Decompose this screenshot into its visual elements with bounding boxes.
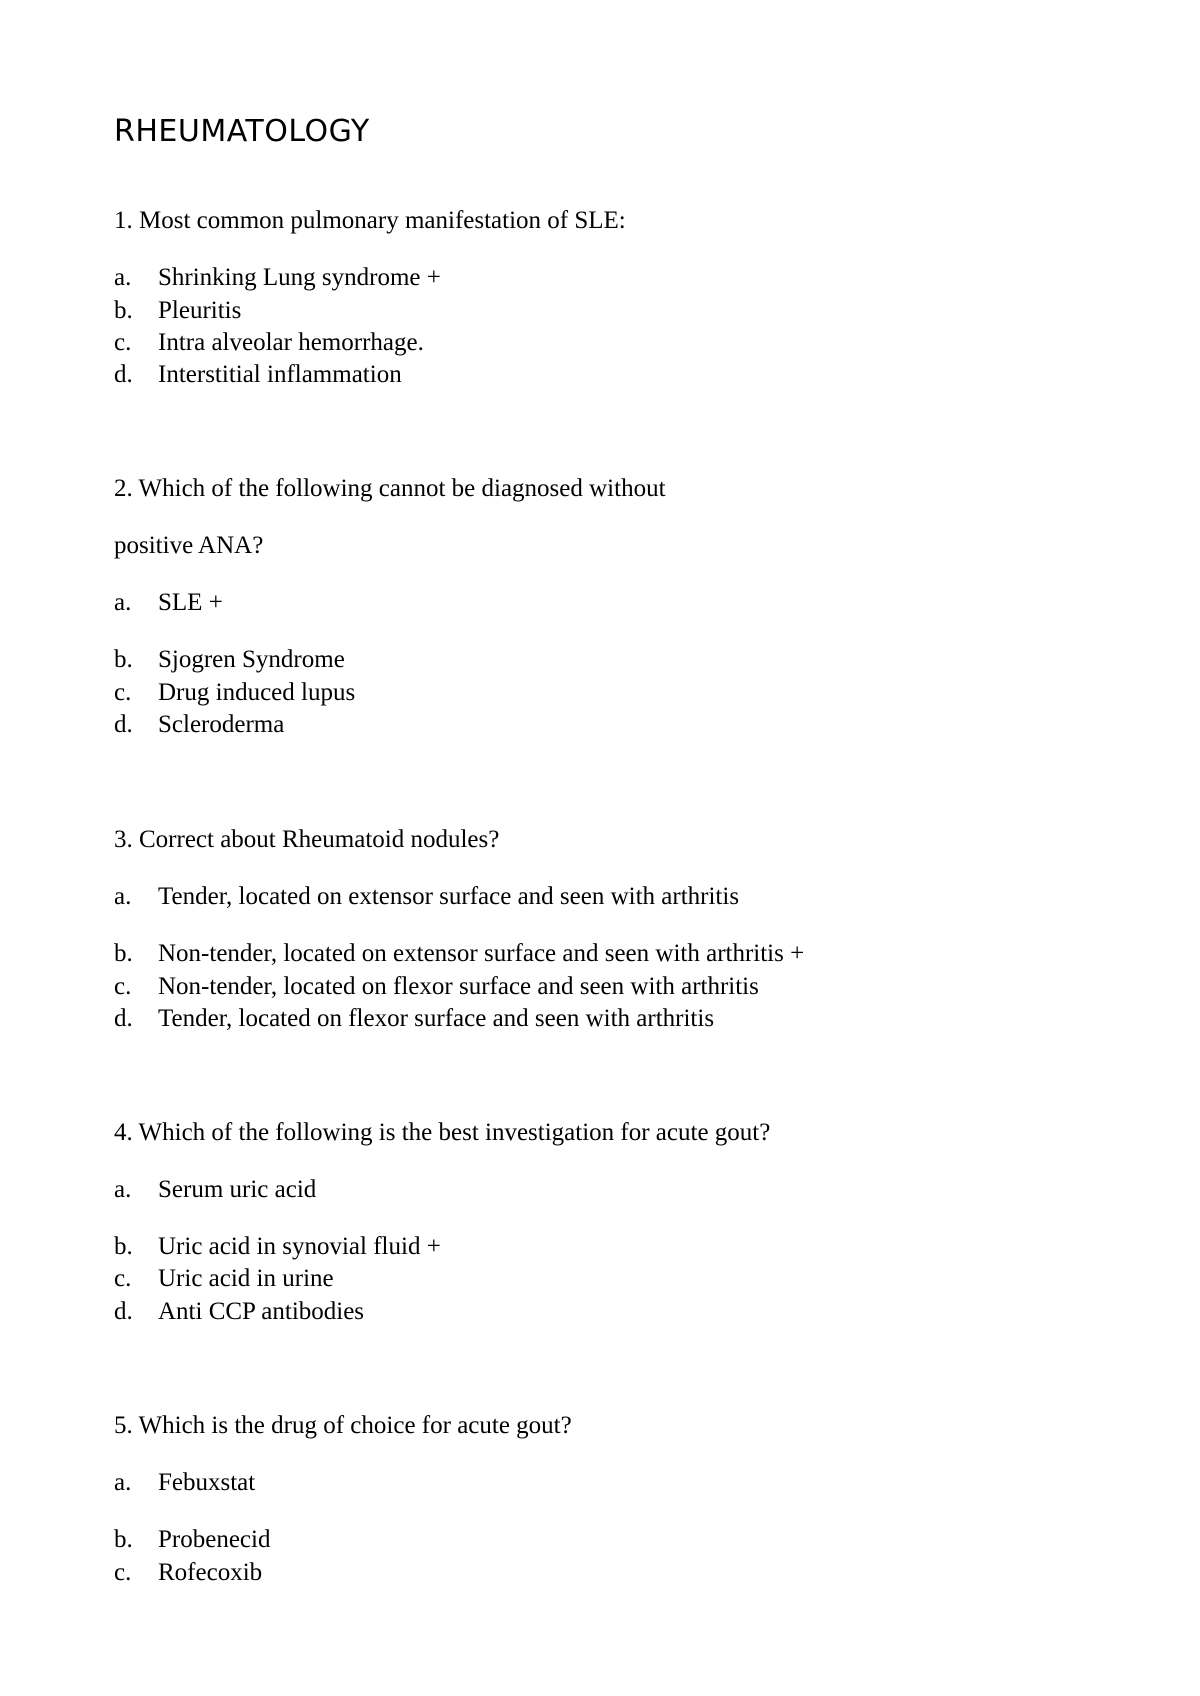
option-letter: d. — [114, 1298, 133, 1325]
option-letter: d. — [114, 361, 133, 388]
question-2-option-d — [114, 712, 284, 737]
option-text: Sjogren Syndrome — [158, 646, 345, 673]
option-text: Tender, located on flexor surface and seen with arthritis — [158, 1005, 715, 1032]
option-text: Pleuritis — [158, 297, 242, 324]
option-letter: a. — [114, 883, 132, 910]
question-3-option-a — [114, 884, 739, 909]
question-2-option-c — [114, 680, 355, 705]
option-text: Shrinking Lung syndrome + — [158, 264, 441, 291]
question-3-option-b — [114, 941, 804, 966]
option-text: Intra alveolar hemorrhage. — [158, 329, 424, 356]
option-letter: b. — [114, 297, 133, 324]
option-letter: d. — [114, 711, 133, 738]
option-text: SLE + — [158, 589, 223, 616]
option-text: Uric acid in synovial fluid + — [158, 1233, 441, 1260]
option-text: Uric acid in urine — [158, 1265, 334, 1292]
question-4-option-b — [114, 1234, 441, 1259]
question-5-option-c — [114, 1560, 262, 1585]
option-letter: b. — [114, 940, 133, 967]
option-text: Non-tender, located on extensor surface and seen with arthritis + — [158, 940, 805, 967]
question-1-option-b — [114, 298, 241, 323]
option-text: Drug induced lupus — [158, 679, 356, 706]
option-letter: c. — [114, 679, 132, 706]
question-4-text: 4. Which of the following is the best investigation for acute gout? — [114, 1119, 771, 1146]
question-3-option-c — [114, 974, 759, 999]
option-text: Non-tender, located on flexor surface and seen with arthritis — [158, 973, 759, 1000]
option-letter: a. — [114, 264, 132, 291]
question-4-option-c — [114, 1266, 334, 1291]
question-1-option-a — [114, 265, 441, 290]
question-5-option-a — [114, 1470, 255, 1495]
option-text: Scleroderma — [158, 711, 285, 738]
option-letter: c. — [114, 1559, 132, 1586]
option-letter: c. — [114, 329, 132, 356]
question-3-text: 3. Correct about Rheumatoid nodules? — [114, 826, 500, 853]
question-1-option-d — [114, 362, 402, 387]
question-2-text: 2. Which of the following cannot be diagnosed without — [114, 475, 666, 502]
option-letter: a. — [114, 589, 132, 616]
option-text: Probenecid — [158, 1526, 271, 1553]
question-2-option-b — [114, 647, 345, 672]
option-text: Interstitial inflammation — [158, 361, 402, 388]
option-text: Serum uric acid — [158, 1176, 317, 1203]
option-letter: a. — [114, 1469, 132, 1496]
question-4-option-a — [114, 1177, 316, 1202]
option-letter: c. — [114, 973, 132, 1000]
option-letter: b. — [114, 646, 133, 673]
question-1-option-c — [114, 330, 424, 355]
option-text: Rofecoxib — [158, 1559, 263, 1586]
option-letter: c. — [114, 1265, 132, 1292]
option-letter: a. — [114, 1176, 132, 1203]
option-letter: b. — [114, 1233, 133, 1260]
question-5-text: 5. Which is the drug of choice for acute gout? — [114, 1412, 572, 1439]
option-text: Tender, located on extensor surface and seen with arthritis — [158, 883, 740, 910]
option-text: Febuxstat — [158, 1469, 256, 1496]
question-2-text-line2: positive ANA? — [114, 532, 264, 559]
option-text: Anti CCP antibodies — [158, 1298, 365, 1325]
option-letter: b. — [114, 1526, 133, 1553]
question-5-option-b — [114, 1527, 270, 1552]
document-title: RHEUMATOLOGY — [114, 114, 370, 149]
question-2-option-a — [114, 590, 223, 615]
question-3-option-d — [114, 1006, 714, 1031]
option-letter: d. — [114, 1005, 133, 1032]
question-4-option-d — [114, 1299, 364, 1324]
question-1-text: 1. Most common pulmonary manifestation of SLE: — [114, 207, 626, 234]
